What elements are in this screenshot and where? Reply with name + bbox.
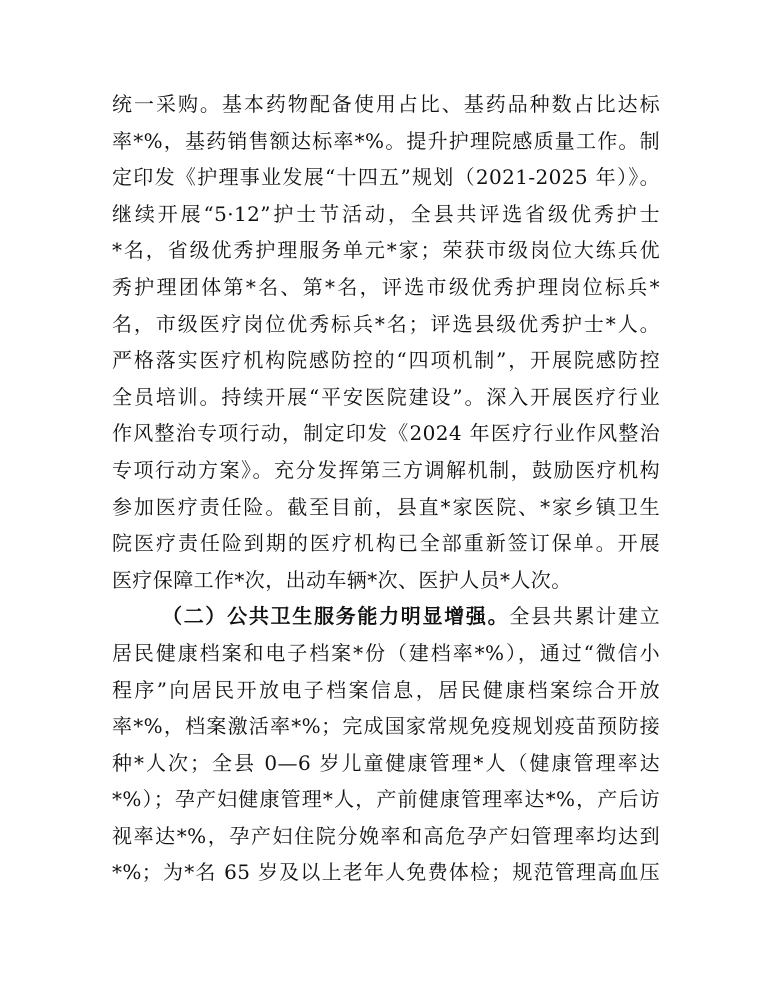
- text-line: 名，市级医疗岗位优秀标兵*名；评选县级优秀护士*人。: [112, 311, 660, 336]
- text-line: 秀护理团体第*名、第*名，评选市级优秀护理岗位标兵*: [112, 274, 660, 299]
- text-line: 院医疗责任险到期的医疗机构已全部重新签订保单。开展: [112, 531, 660, 556]
- text-line: 种*人次；全县 0—6 岁儿童健康管理*人（健康管理率达: [112, 750, 660, 775]
- section-heading: （二）公共卫生服务能力明显增强。: [162, 604, 510, 629]
- text-line: *%）；孕产妇健康管理*人，产前健康管理率达*%，产后访: [112, 787, 660, 812]
- section-heading-rest: 全县共累计建立: [509, 604, 660, 629]
- text-line: 作风整治专项行动，制定印发《2024 年医疗行业作风整治: [112, 421, 660, 446]
- text-line: 全员培训。持续开展“平安医院建设”。深入开展医疗行业: [112, 384, 660, 409]
- document-page: [112, 86, 660, 891]
- text-line: *%；为*名 65 岁及以上老年人免费体检；规范管理高血压: [112, 860, 660, 885]
- text-line: 定印发《护理事业发展“十四五”规划（2021-2025 年）》。: [112, 165, 660, 190]
- text-line: 居民健康档案和电子档案*份（建档率*%），通过“微信小: [112, 640, 660, 665]
- text-line: 参加医疗责任险。截至目前，县直*家医院、*家乡镇卫生: [112, 494, 660, 519]
- text-line: 专项行动方案》。充分发挥第三方调解机制，鼓励医疗机构: [112, 457, 660, 482]
- text-line: 率*%，基药销售额达标率*%。提升护理院感质量工作。制: [112, 128, 660, 153]
- text-line: 医疗保障工作*次，出动车辆*次、医护人员*人次。: [112, 567, 572, 592]
- text-line: 统一采购。基本药物配备使用占比、基药品种数占比达标: [112, 92, 660, 116]
- text-line: 视率达*%，孕产妇住院分娩率和高危孕产妇管理率均达到: [112, 823, 660, 848]
- text-line: 严格落实医疗机构院感防控的“四项机制”，开展院感防控: [112, 348, 660, 373]
- text-line: 率*%，档案激活率*%；完成国家常规免疫规划疫苗预防接: [112, 714, 660, 739]
- text-line: 程序”向居民开放电子档案信息，居民健康档案综合开放: [112, 677, 660, 702]
- text-line: *名，省级优秀护理服务单元*家；荣获市级岗位大练兵优: [112, 238, 660, 263]
- text-line: 继续开展“5·12”护士节活动，全县共评选省级优秀护士: [112, 201, 660, 226]
- section-heading-line: [112, 598, 660, 635]
